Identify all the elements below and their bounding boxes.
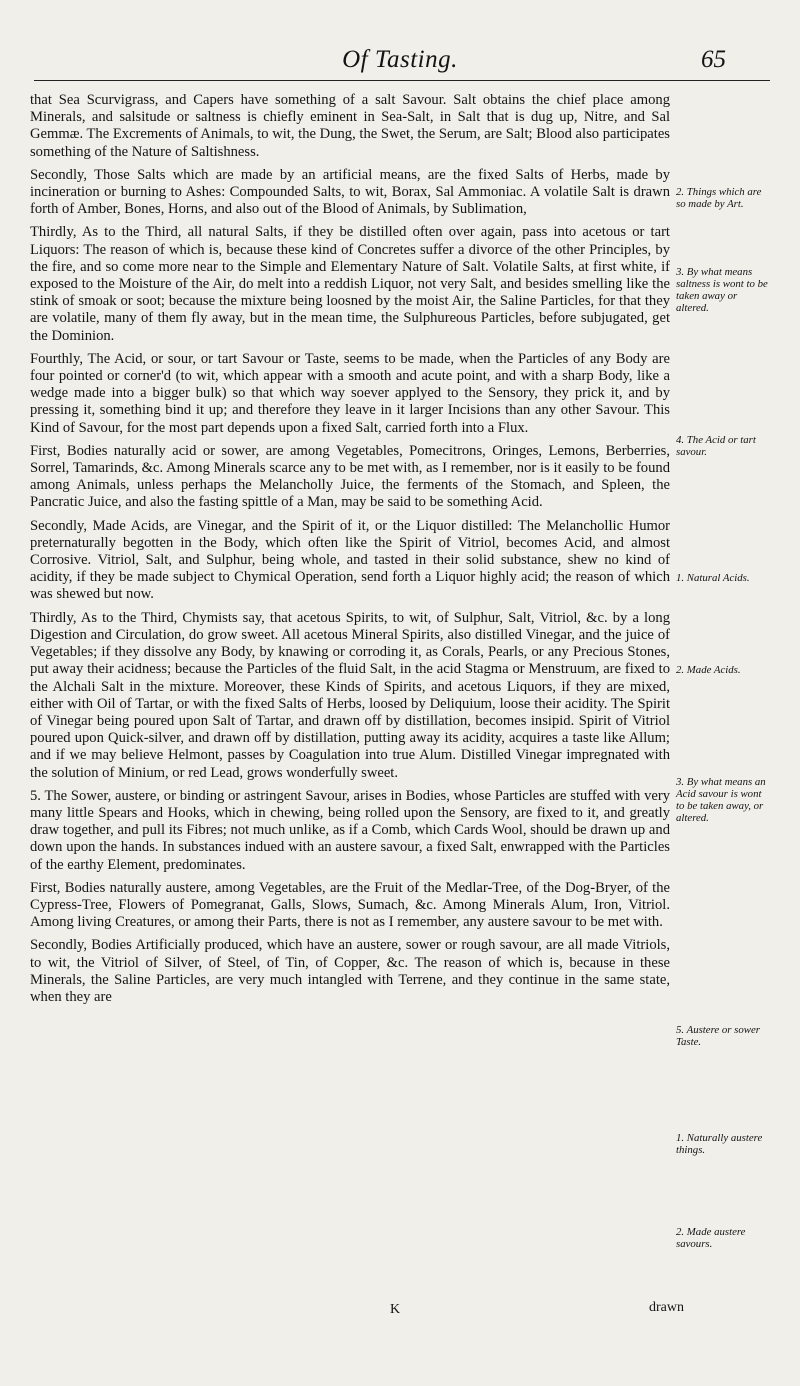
margin-note: 2. Made Acids. <box>676 664 741 676</box>
page-number: 65 <box>701 46 726 73</box>
margin-note: 5. Austere or sower Taste. <box>676 1024 760 1048</box>
header-rule <box>34 80 770 81</box>
paragraph: First, Bodies naturally acid or sower, are among Vegetables, Pomecitrons, Oringes, Lemons, Berberries, Sorrel, Tamarinds, &c. Among Minerals scarce any to be met with, as I remember, nor is it easily to be found among Animals, unless perhaps the Melancholly Juice, the ferments of the Stomach, and Spleen, the Pancratic Juice, and also the fasting spittle of a Man, may be said to be something Acid. <box>30 442 670 511</box>
paragraph: Thirdly, As to the Third, all natural Salts, if they be distilled often over again, pass into acetous or tart Liquors: The reason of which is, because these kind of Concretes suffer a divorce of the other Principles, by the fire, and so come more near to the Simple and Elementary Nature of Salt. Volatile Salts, at first white, if exposed to the Moisture of the Air, do melt into a reddish Liquor, not very Salt, and besides smelling like the stink of smoak or soot; because the mixture being loosned by the moist Air, the Saline Particles, for that they are volatile, many of them fly away, but in the mean time, the Sulphureous Particles, before subjugated, get the Dominion. <box>30 224 670 344</box>
paragraph: Secondly, Bodies Artificially produced, which have an austere, sower or rough savour, are all made Vitriols, to wit, the Vitriol of Silver, of Steel, of Tin, of Copper, &c. The reason of which is, because in these Minerals, the Saline Particles, are very much intangled with Terrene, and they continue in the same state, when they are <box>30 937 670 1005</box>
page-header <box>0 44 800 84</box>
paragraph: First, Bodies naturally austere, among Vegetables, are the Fruit of the Medlar-Tree, of the Dog-Bryer, of the Cypress-Tree, Flowers of Pomegranat, Galls, Slows, Sumach, &c. Among Minerals Alum, Iron, Vitriol. Among living Creatures, or among their Parts, there is not as I remember, any austere savour to be met with. <box>30 879 670 931</box>
margin-note: 4. The Acid or tart savour. <box>676 434 756 458</box>
margin-note: 1. Natural Acids. <box>676 572 750 584</box>
running-title: Of Tasting. <box>342 46 458 73</box>
margin-note: 1. Naturally austere things. <box>676 1132 763 1156</box>
paragraph: Fourthly, The Acid, or sour, or tart Savour or Taste, seems to be made, when the Particles of any Body are four pointed or corner'd (to wit, which appear with a smooth and acute point, and with a sharp Body, like a wedge made into a bigger bulk) so that which way soever applyed to the Sensory, they prick it, and by pressing it, something bind it up; and therefore they leave in it larger Incisions than any other Savour. This Kind of Savour, for the most part depends upon a fixed Salt, carried forth into a Flux. <box>30 350 670 436</box>
margin-note: 3. By what means saltness is wont to be taken away or altered. <box>676 266 768 314</box>
main-text <box>30 92 670 1012</box>
catchword: drawn <box>649 1300 684 1315</box>
margin-note: 2. Things which are so made by Art. <box>676 186 762 210</box>
margin-note: 3. By what means an Acid savour is wont to be taken away, or altered. <box>676 776 766 824</box>
paragraph: 5. The Sower, austere, or binding or astringent Savour, arises in Bodies, whose Particles are stuffed with very many little Spears and Hooks, which in chewing, being rolled upon the Sensory, are fixed to it, and greatly draw together, and pull its Fibres; not much unlike, as if a Comb, which Cards Wool, should be drawn up and down upon the hands. In substances indued with an austere savour, a fixed Salt, enwrapped with the Particles of the earthy Element, predominates. <box>30 787 670 873</box>
paragraph: Thirdly, As to the Third, Chymists say, that acetous Spirits, to wit, of Sulphur, Salt, Vitriol, &c. by a long Digestion and Circulation, do grow sweet. All acetous Mineral Spirits, also distilled Vinegar, and the juice of Vegetables; if they dissolve any Body, by knawing or corroding it, as Corals, Pearls, or any Precious Stones, put away their acidness; because the Particles of the fluid Salt, in the acid Stagma or Menstruum, are fixed to the Alchali Salt in the mixture. Moreover, these Kinds of Spirits, and acetous Liquors, if they are mixed, either with Oil of Tartar, or with the fixed Salts of Herbs, loosed by Deliquium, loose their acidity. The Spirit of Vinegar being poured upon Salt of Tartar, and drawn off by distillation, becomes insipid. Spirit of Vitriol poured upon Quick-silver, and drawn off by distillation, putting away its acidity, acquires a taste like Allum; and if we may believe Helmont, passes by Coagulation into true Alum. Distilled Vinegar impregnated with the solution of Minium, or red Lead, grows wonderfully sweet. <box>30 609 670 781</box>
signature-mark: K <box>390 1302 401 1317</box>
paragraph: Secondly, Made Acids, are Vinegar, and the Spirit of it, or the Liquor distilled: The Melanchollic Humor preternaturally begotten in the Body, which often like the Spirit of Vitriol, becomes Acid, and almost Corrosive. Vitriol, Salt, and Sulphur, being whole, and tasted in their solid substance, shew no kind of acidity, if they be made subject to Chymical Operation, send forth a Liquor highly acid; the reason of which was shewed but now. <box>30 517 670 603</box>
paragraph: that Sea Scurvigrass, and Capers have something of a salt Savour. Salt obtains the chief place among Minerals, and salsitude or saltness is chiefly eminent in Sea-Salt, in Salt that is dug up, Nitre, and Sal Gemmæ. The Excrements of Animals, to wit, the Dung, the Swet, the Serum, are Salt; Blood also participates something of the Nature of Saltishness. <box>30 92 670 160</box>
margin-note: 2. Made austere savours. <box>676 1226 746 1250</box>
paragraph: Secondly, Those Salts which are made by an artificial means, are the fixed Salts of Herbs, made by incineration or burning to Ashes: Compounded Salts, to wit, Borax, Sal Ammoniac. A volatile Salt is drawn forth of Amber, Bones, Horns, and also out of the Blood of Animals, by Sublimation, <box>30 166 670 218</box>
